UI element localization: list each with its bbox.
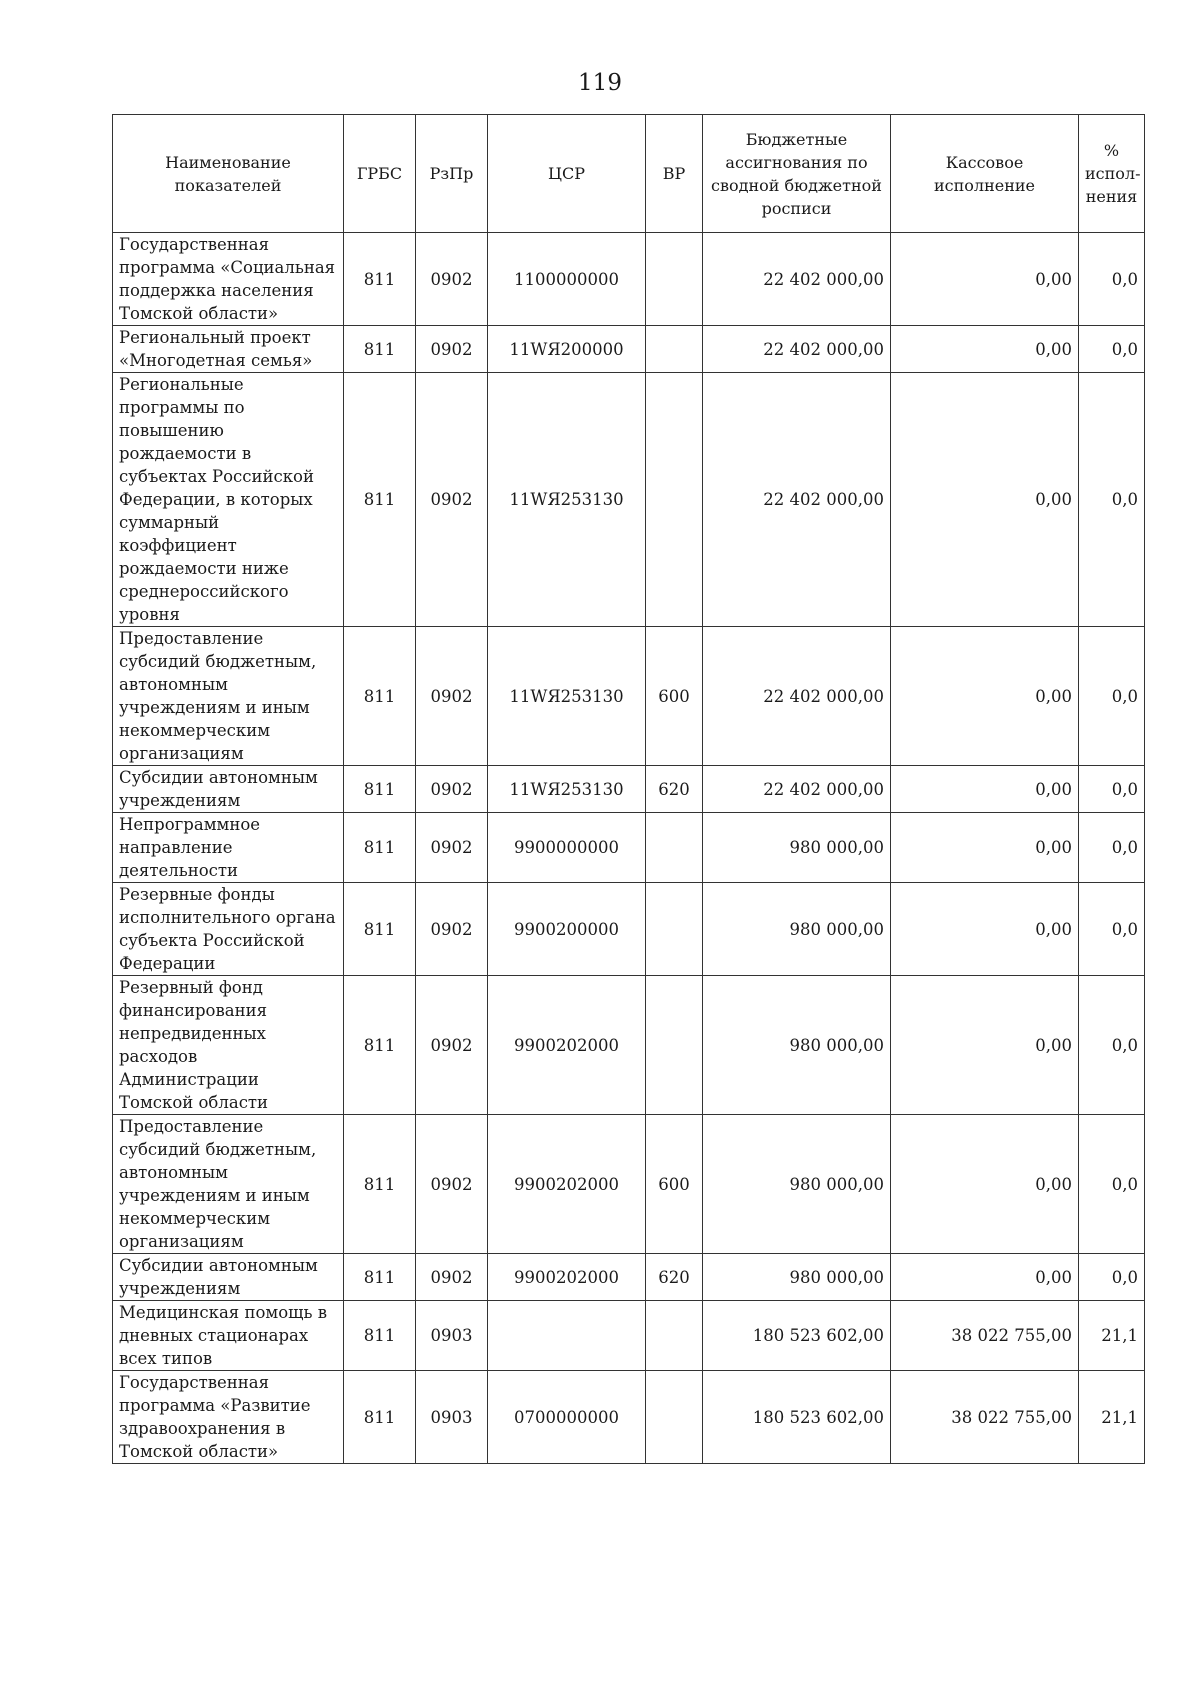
row-allocations: 980 000,00 [703, 976, 891, 1115]
table-row [113, 1301, 1145, 1371]
header-vr: ВР [646, 115, 703, 233]
table-row [113, 627, 1145, 766]
row-vr [646, 1371, 703, 1464]
row-allocations: 22 402 000,00 [703, 233, 891, 326]
row-grbs: 811 [344, 326, 416, 373]
row-execution: 0,00 [891, 976, 1079, 1115]
row-name: Предоставление субсидий бюджетным, автономным учреждениям и иным некоммерческим организациям [113, 627, 344, 766]
row-grbs: 811 [344, 883, 416, 976]
header-execution: Кассовое исполнение [891, 115, 1079, 233]
row-csr: 0700000000 [488, 1371, 646, 1464]
row-execution: 0,00 [891, 813, 1079, 883]
row-csr: 9900202000 [488, 976, 646, 1115]
row-execution: 0,00 [891, 326, 1079, 373]
row-allocations: 980 000,00 [703, 1115, 891, 1254]
row-grbs: 811 [344, 1115, 416, 1254]
row-rzpr: 0903 [416, 1301, 488, 1371]
row-vr [646, 813, 703, 883]
row-rzpr: 0902 [416, 1254, 488, 1301]
row-grbs: 811 [344, 233, 416, 326]
row-vr: 620 [646, 1254, 703, 1301]
row-rzpr: 0902 [416, 627, 488, 766]
row-percent: 0,0 [1079, 373, 1145, 627]
table-row [113, 326, 1145, 373]
row-csr: 9900202000 [488, 1254, 646, 1301]
row-csr: 11WЯ253130 [488, 766, 646, 813]
header-name: Наименование показателей [113, 115, 344, 233]
row-grbs: 811 [344, 1301, 416, 1371]
row-vr: 600 [646, 1115, 703, 1254]
row-execution: 38 022 755,00 [891, 1301, 1079, 1371]
row-grbs: 811 [344, 1371, 416, 1464]
table-row [113, 766, 1145, 813]
table-row [113, 883, 1145, 976]
row-csr: 11WЯ200000 [488, 326, 646, 373]
row-grbs: 811 [344, 766, 416, 813]
page-number: 119 [578, 70, 622, 96]
row-rzpr: 0902 [416, 766, 488, 813]
row-rzpr: 0902 [416, 233, 488, 326]
row-name: Резервный фонд финансирования непредвиденных расходов Администрации Томской области [113, 976, 344, 1115]
row-name: Государственная программа «Социальная поддержка населения Томской области» [113, 233, 344, 326]
row-csr: 1100000000 [488, 233, 646, 326]
row-name: Медицинская помощь в дневных стационарах всех типов [113, 1301, 344, 1371]
row-execution: 0,00 [891, 233, 1079, 326]
row-rzpr: 0902 [416, 883, 488, 976]
row-vr [646, 373, 703, 627]
row-csr: 11WЯ253130 [488, 373, 646, 627]
row-rzpr: 0903 [416, 1371, 488, 1464]
row-name: Субсидии автономным учреждениям [113, 1254, 344, 1301]
row-allocations: 22 402 000,00 [703, 326, 891, 373]
header-grbs: ГРБС [344, 115, 416, 233]
row-rzpr: 0902 [416, 326, 488, 373]
row-allocations: 180 523 602,00 [703, 1301, 891, 1371]
row-rzpr: 0902 [416, 813, 488, 883]
row-vr: 620 [646, 766, 703, 813]
row-name: Предоставление субсидий бюджетным, автономным учреждениям и иным некоммерческим организациям [113, 1115, 344, 1254]
row-percent: 0,0 [1079, 233, 1145, 326]
row-allocations: 22 402 000,00 [703, 766, 891, 813]
header-allocations: Бюджетные ассигнования по сводной бюджетной росписи [703, 115, 891, 233]
row-grbs: 811 [344, 627, 416, 766]
row-allocations: 22 402 000,00 [703, 373, 891, 627]
table-row [113, 813, 1145, 883]
row-vr [646, 233, 703, 326]
row-execution: 0,00 [891, 1115, 1079, 1254]
row-name: Субсидии автономным учреждениям [113, 766, 344, 813]
row-execution: 0,00 [891, 373, 1079, 627]
row-allocations: 980 000,00 [703, 1254, 891, 1301]
row-allocations: 22 402 000,00 [703, 627, 891, 766]
row-percent: 21,1 [1079, 1371, 1145, 1464]
row-vr [646, 976, 703, 1115]
row-name: Региональный проект «Многодетная семья» [113, 326, 344, 373]
row-rzpr: 0902 [416, 976, 488, 1115]
header-csr: ЦСР [488, 115, 646, 233]
table-row [113, 1115, 1145, 1254]
row-percent: 0,0 [1079, 627, 1145, 766]
row-percent: 0,0 [1079, 883, 1145, 976]
row-rzpr: 0902 [416, 373, 488, 627]
row-name: Непрограммное направление деятельности [113, 813, 344, 883]
row-grbs: 811 [344, 373, 416, 627]
row-csr: 9900202000 [488, 1115, 646, 1254]
row-grbs: 811 [344, 1254, 416, 1301]
row-vr: 600 [646, 627, 703, 766]
table-row [113, 1254, 1145, 1301]
header-percent: % испол-нения [1079, 115, 1145, 233]
row-allocations: 980 000,00 [703, 813, 891, 883]
row-rzpr: 0902 [416, 1115, 488, 1254]
row-execution: 0,00 [891, 883, 1079, 976]
row-vr [646, 883, 703, 976]
row-vr [646, 326, 703, 373]
row-percent: 0,0 [1079, 1115, 1145, 1254]
row-execution: 0,00 [891, 627, 1079, 766]
row-allocations: 180 523 602,00 [703, 1371, 891, 1464]
table-row [113, 976, 1145, 1115]
row-percent: 0,0 [1079, 766, 1145, 813]
row-name: Государственная программа «Развитие здравоохранения в Томской области» [113, 1371, 344, 1464]
row-execution: 38 022 755,00 [891, 1371, 1079, 1464]
row-name: Региональные программы по повышению рождаемости в субъектах Российской Федерации, в которых суммарный коэффициент рождаемости ниже среднероссийского уровня [113, 373, 344, 627]
budget-table [112, 114, 1145, 1464]
row-percent: 21,1 [1079, 1301, 1145, 1371]
row-name: Резервные фонды исполнительного органа субъекта Российской Федерации [113, 883, 344, 976]
row-execution: 0,00 [891, 766, 1079, 813]
row-percent: 0,0 [1079, 976, 1145, 1115]
table-row [113, 233, 1145, 326]
row-grbs: 811 [344, 976, 416, 1115]
row-csr: 9900000000 [488, 813, 646, 883]
header-rzpr: РзПр [416, 115, 488, 233]
row-allocations: 980 000,00 [703, 883, 891, 976]
row-vr [646, 1301, 703, 1371]
row-csr [488, 1301, 646, 1371]
table-row [113, 1371, 1145, 1464]
row-percent: 0,0 [1079, 326, 1145, 373]
row-csr: 11WЯ253130 [488, 627, 646, 766]
table-header-row [113, 115, 1145, 233]
row-csr: 9900200000 [488, 883, 646, 976]
row-grbs: 811 [344, 813, 416, 883]
row-execution: 0,00 [891, 1254, 1079, 1301]
row-percent: 0,0 [1079, 1254, 1145, 1301]
row-percent: 0,0 [1079, 813, 1145, 883]
table-row [113, 373, 1145, 627]
